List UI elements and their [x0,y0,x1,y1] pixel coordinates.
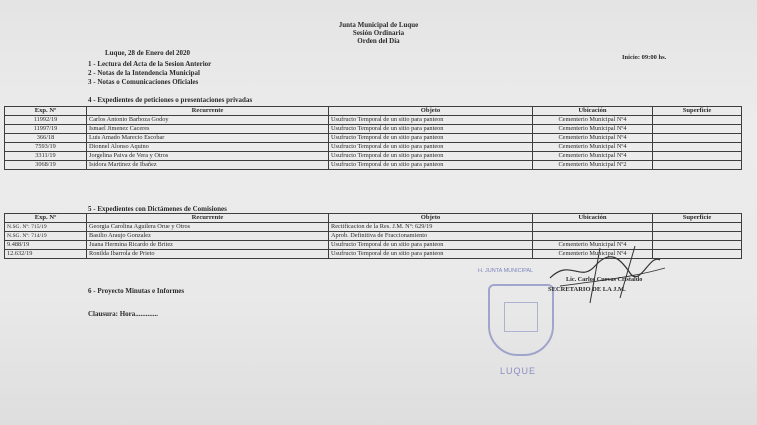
cell-superficie [653,143,742,152]
table-row [5,116,742,125]
col-recurrente: Recurrente [87,214,329,223]
stamp-label: H. JUNTA MUNICIPAL [478,268,534,274]
cell-superficie [653,116,742,125]
signer-role: SECRETARIO DE LA J.M. [548,286,626,293]
table-header-row [5,214,742,223]
cell-recurrente: Ismael Jimenez Caceres [87,125,329,134]
cell-superficie [653,223,742,232]
table-row [5,134,742,143]
cell-ubicacion: Cementerio Municipal Nº4 [533,250,653,259]
cell-objeto: Usufructo Temporal de un sitio para panteon [329,241,533,250]
closing-time: Clausura: Hora............. [88,310,158,318]
cell-superficie [653,152,742,161]
section-5-title: 5 - Expedientes con Dictámenes de Comisiones [88,205,227,213]
cell-superficie [653,125,742,134]
seal-inner-emblem [504,302,538,332]
cell-objeto: Usufructo Temporal de un sitio para panteon [329,143,533,152]
cell-exp: 11997/19 [5,125,87,134]
agenda-item-1: 1 - Lectura del Acta de la Sesion Anterior [88,60,212,68]
cell-objeto: Usufructo Temporal de un sitio para panteon [329,134,533,143]
document-date: Luque, 28 de Enero del 2020 [105,49,191,57]
section-6-title: 6 - Proyecto Minutas e Informes [88,287,185,295]
cell-recurrente: Georgia Carolina Aguilera Orue y Otros [87,223,329,232]
table-row [5,125,742,134]
header-title: Junta Municipal de Luque [338,21,419,29]
stamp-city: LUQUE [500,366,537,376]
cell-recurrente: Carlos Antonio Barboza Godoy [87,116,329,125]
col-ubicacion: Ubicación [533,214,653,223]
col-superficie: Superficie [653,107,742,116]
agenda-item-3: 3 - Notas o Comunicaciones Oficiales [88,78,199,86]
cell-recurrente: Jorgelina Paiva de Vera y Otros [87,152,329,161]
cell-ubicacion: Cementerio Municipal Nº2 [533,161,653,170]
cell-exp: 3068/19 [5,161,87,170]
cell-ubicacion: Cementerio Municipal Nº4 [533,241,653,250]
table-header-row [5,107,742,116]
signer-name: Lic. Carlos Cuevas Cristaldo [566,276,643,283]
col-exp: Exp. Nº [5,107,87,116]
cell-ubicacion: Cementerio Municipal Nº4 [533,125,653,134]
col-exp: Exp. Nº [5,214,87,223]
table-row [5,152,742,161]
cell-superficie [653,161,742,170]
cell-recurrente: Luis Amado Marecio Escobar [87,134,329,143]
cell-ubicacion: Cementerio Municipal Nº4 [533,152,653,161]
col-recurrente: Recurrente [87,107,329,116]
start-time: Inicio: 09:00 hs. [622,54,667,61]
cell-exp: N.SG. Nº: 714/19 [5,232,87,241]
handwritten-signature [540,238,670,308]
cell-recurrente: Ronilda Ibarrola de Prieto [87,250,329,259]
cell-objeto: Usufructo Temporal de un sitio para panteon [329,250,533,259]
cell-objeto: Rectificacion de la Res. J.M. Nº: 629/19 [329,223,533,232]
cell-ubicacion: Cementerio Municipal Nº4 [533,134,653,143]
table-row [5,223,742,232]
header-agenda: Orden del Día [357,37,400,45]
col-objeto: Objeto [329,214,533,223]
header-session: Sesión Ordinaria [352,29,405,37]
cell-exp: 11992/19 [5,116,87,125]
cell-ubicacion [533,223,653,232]
cell-objeto: Aprob. Definitiva de Fraccionamiento [329,232,533,241]
cell-objeto: Usufructo Temporal de un sitio para panteon [329,116,533,125]
cell-objeto: Usufructo Temporal de un sitio para panteon [329,152,533,161]
agenda-item-4: 4 - Expedientes de peticiones o presentaciones privadas [88,96,253,104]
col-objeto: Objeto [329,107,533,116]
col-superficie: Superficie [653,214,742,223]
cell-exp: 3311/19 [5,152,87,161]
cell-ubicacion: Cementerio Municipal Nº4 [533,116,653,125]
cell-recurrente: Dionnel Alonso Aquino [87,143,329,152]
cell-exp: N.SG. Nº: 715/19 [5,223,87,232]
col-ubicacion: Ubicación [533,107,653,116]
agenda-item-2: 2 - Notas de la Intendencia Municipal [88,69,201,77]
cell-recurrente: Basilio Araujo Gonzalez [87,232,329,241]
table-row [5,143,742,152]
table-row [5,161,742,170]
cell-ubicacion: Cementerio Municipal Nº4 [533,143,653,152]
cell-recurrente: Juana Hermina Ricardo de Britez [87,241,329,250]
cell-exp: 9.488/19 [5,241,87,250]
cell-exp: 12.632/19 [5,250,87,259]
table-private-petitions [4,106,742,170]
cell-recurrente: Isidora Martinez de Ibañez [87,161,329,170]
cell-objeto: Usufructo Temporal de un sitio para panteon [329,161,533,170]
cell-superficie [653,134,742,143]
cell-objeto: Usufructo Temporal de un sitio para panteon [329,125,533,134]
cell-exp: 366/18 [5,134,87,143]
cell-exp: 7593/19 [5,143,87,152]
